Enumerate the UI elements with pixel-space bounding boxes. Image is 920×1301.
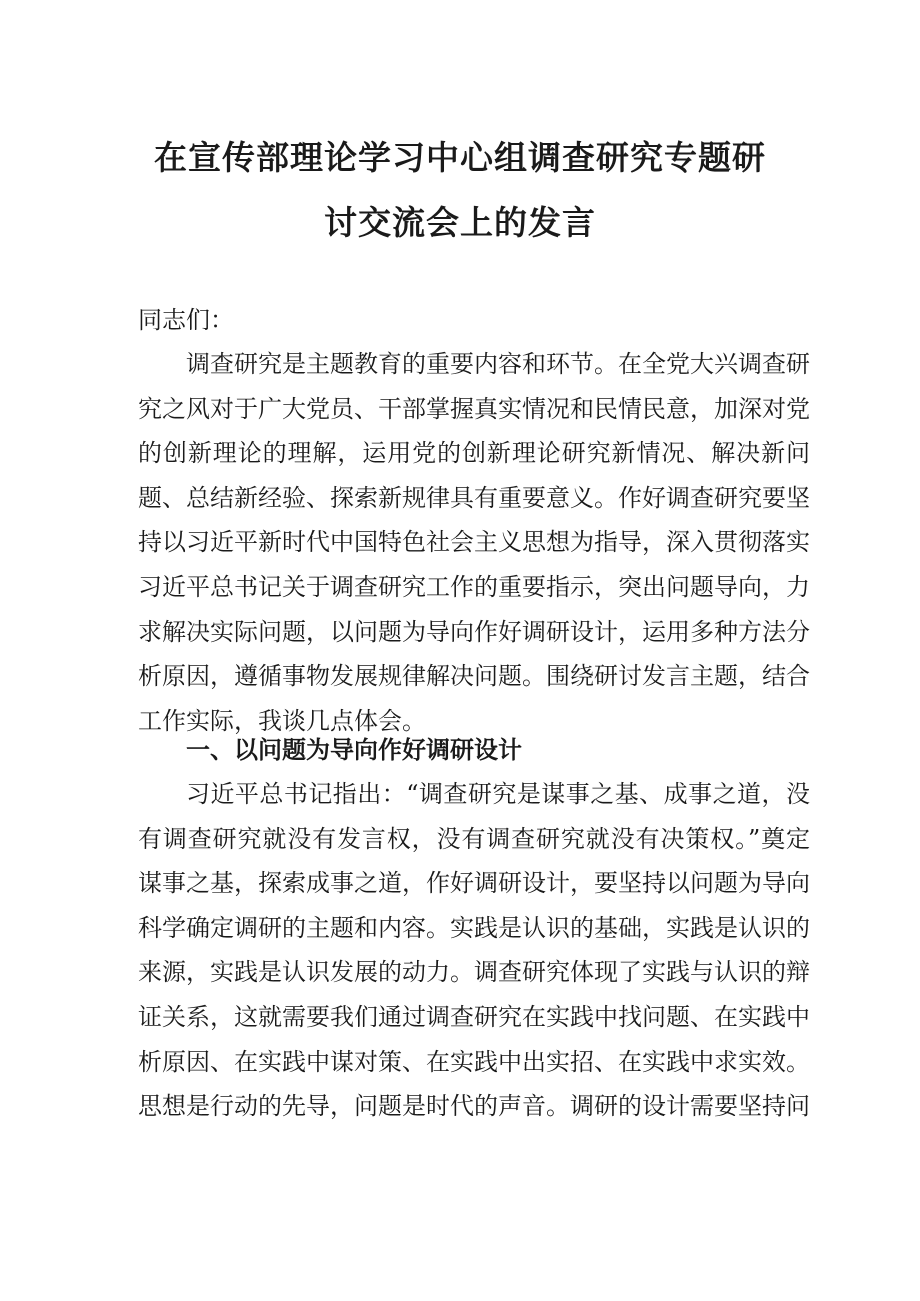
section-heading-1: 一、以问题为导向作好调研设计 [186, 736, 522, 764]
document-title-line-2: 讨交流会上的发言 [324, 203, 596, 242]
document-title-line-1: 在宣传部理论学习中心组调查研究专题研 [154, 138, 766, 177]
body-paragraph-1: 调查研究是主题教育的重要内容和环节。在全党大兴调查研究之风对于广大党员、干部掌握真实情况和民情民意，加深对党的创新理论的理解，运用党的创新理论研究新情况、解决新问题、总结新经验、探索新规律具有重要意义。作好调查研究要坚持以习近平新时代中国特色社会主义思想为指导，深入贯彻落实习近平总书记关于调查研究工作的重要指示，突出问题导向，力求解决实际问题，以问题为导向作好调研设计，运用多种方法分析原因，遵循事物发展规律解决问题。围绕研讨发言主题，结合工作实际，我谈几点体会。 [138, 350, 810, 735]
greeting: 同志们： [138, 306, 234, 334]
body-paragraph-2: 习近平总书记指出：“调查研究是谋事之基、成事之道，没有调查研究就没有发言权，没有调查研究就没有决策权。”奠定谋事之基，探索成事之道，作好调研设计，要坚持以问题为导向科学确定调研的主题和内容。实践是认识的基础，实践是认识的来源，实践是认识发展的动力。调查研究体现了实践与认识的辩证关系，这就需要我们通过调查研究在实践中找问题、在实践中析原因、在实践中谋对策、在实践中出实招、在实践中求实效。思想是行动的先导，问题是时代的声音。调研的设计需要坚持问 [138, 780, 810, 1121]
